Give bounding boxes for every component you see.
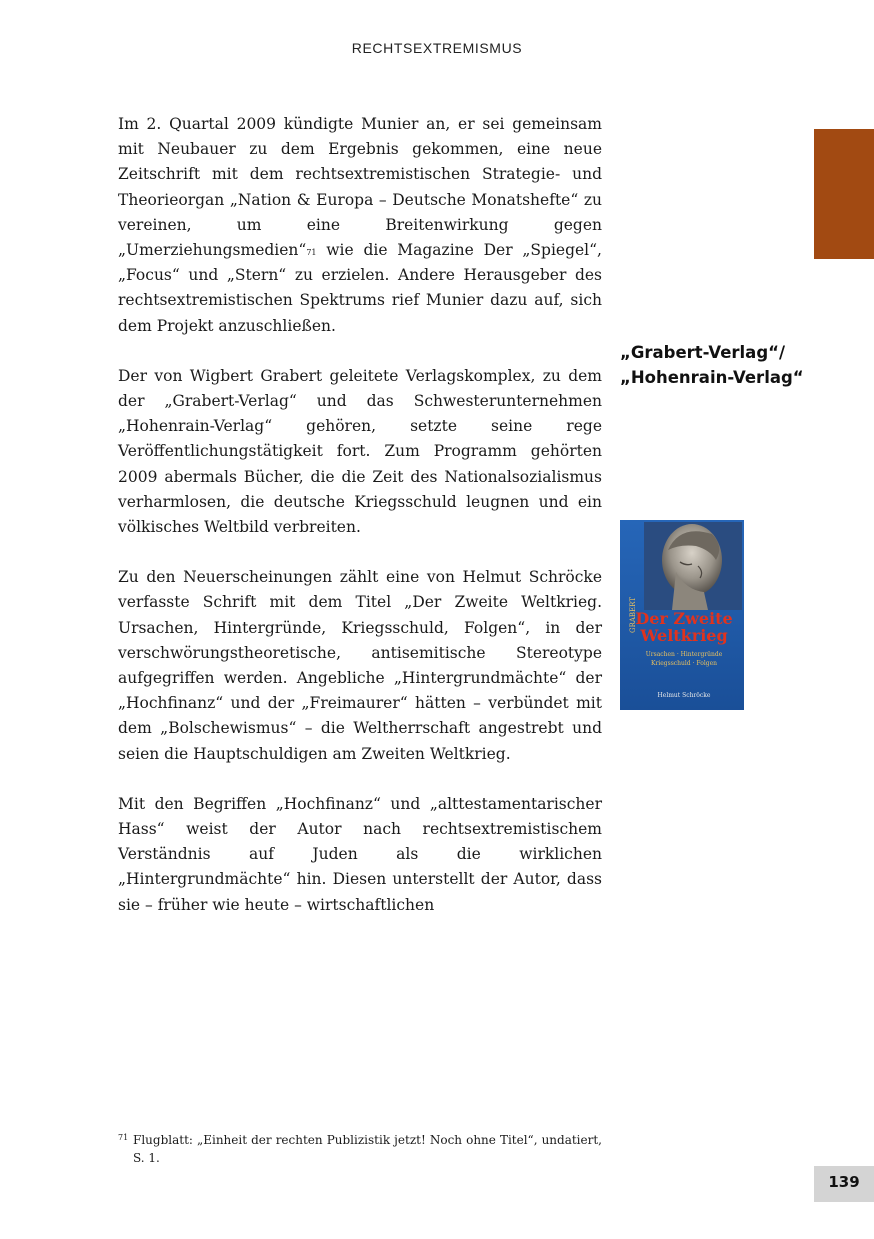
cover-author: Helmut Schröcke — [657, 692, 711, 699]
footnote-text: Flugblatt: „Einheit der rechten Publizistik jetzt! Noch ohne Titel“, undatiert, S. 1. — [133, 1133, 602, 1165]
main-text-column — [118, 112, 602, 943]
footnote-number: 71 — [118, 1133, 129, 1142]
footnote-reference: 71 — [306, 248, 317, 258]
body-paragraph-1 — [118, 112, 602, 339]
body-paragraph-3: Zu den Neuerscheinungen zählt eine von Helmut Schröcke verfasste Schrift mit dem Titel „Der Zweite Weltkrieg. Ursachen, Hintergründe, Kriegsschuld, Folgen“, in der verschwörungstheoretische, antisemitische Stereotype aufgegriffen werden. Angebliche „Hintergrundmächte“ der „Hochfinanz“ und der „Freimaurer“ hätten – verbündet mit dem „Bolschewismus“ – die Weltherrschaft angestrebt und seien die Hauptschuldigen am Zweiten Weltkrieg. — [118, 568, 602, 763]
page-number: 139 — [814, 1166, 874, 1202]
footnote — [118, 1131, 602, 1167]
cover-title-line-2: Weltkrieg — [640, 626, 728, 645]
running-header: RECHTSEXTREMISMUS — [351, 40, 523, 56]
paragraph-1-text-after: wie die Magazine Der „Spiegel“, „Focus“ und „Stern“ zu erzielen. Andere Herausgeber des rechtsextremistischen Spektrums rief Munier dazu auf, sich dem Projekt anzuschließen. — [118, 241, 602, 335]
cover-publisher: GRABERT — [629, 597, 637, 633]
chapter-color-tab — [814, 129, 874, 259]
book-cover-image — [620, 520, 744, 710]
paragraph-1-text-before: Im 2. Quartal 2009 kündigte Munier an, er sei gemeinsam mit Neubauer zu dem Ergebnis gekommen, eine neue Zeitschrift mit dem rechtsextremistischen Strategie- und Theorieorgan „Nation & Europa – Deutsche Monatshefte“ zu vereinen, um eine Breitenwirkung gegen „Umerziehungsmedien“ — [118, 115, 602, 260]
margin-heading-line-2: „Hohenrain-Verlag“ — [620, 368, 804, 387]
margin-heading-line-1: „Grabert-Verlag“/ — [620, 343, 785, 362]
cover-subtitle-line-2: Kriegsschuld · Folgen — [650, 660, 718, 667]
cover-title-line-1: Der Zweite — [635, 609, 733, 628]
margin-heading — [620, 340, 810, 390]
book-cover-illustration — [620, 520, 744, 710]
body-paragraph-2: Der von Wigbert Grabert geleitete Verlagskomplex, zu dem der „Grabert-Verlag“ und das Schwesterunternehmen „Hohenrain-Verlag“ gehören, setzte seine rege Veröffentlichungstätigkeit fort. Zum Programm gehörten 2009 abermals Bücher, die die Zeit des Nationalsozialismus verharmlosen, die deutsche Kriegsschuld leugnen und ein völkisches Weltbild verbreiten. — [118, 366, 602, 537]
cover-subtitle-line-1: Ursachen · Hintergründe — [645, 651, 723, 658]
body-paragraph-4: Mit den Begriffen „Hochfinanz“ und „alttestamentarischer Hass“ weist der Autor nach rechtsextremistischem Verständnis auf Juden als die wirklichen „Hintergrundmächte“ hin. Diesen unterstellt der Autor, dass sie – früher wie heute – wirtschaftlichen — [118, 794, 602, 914]
